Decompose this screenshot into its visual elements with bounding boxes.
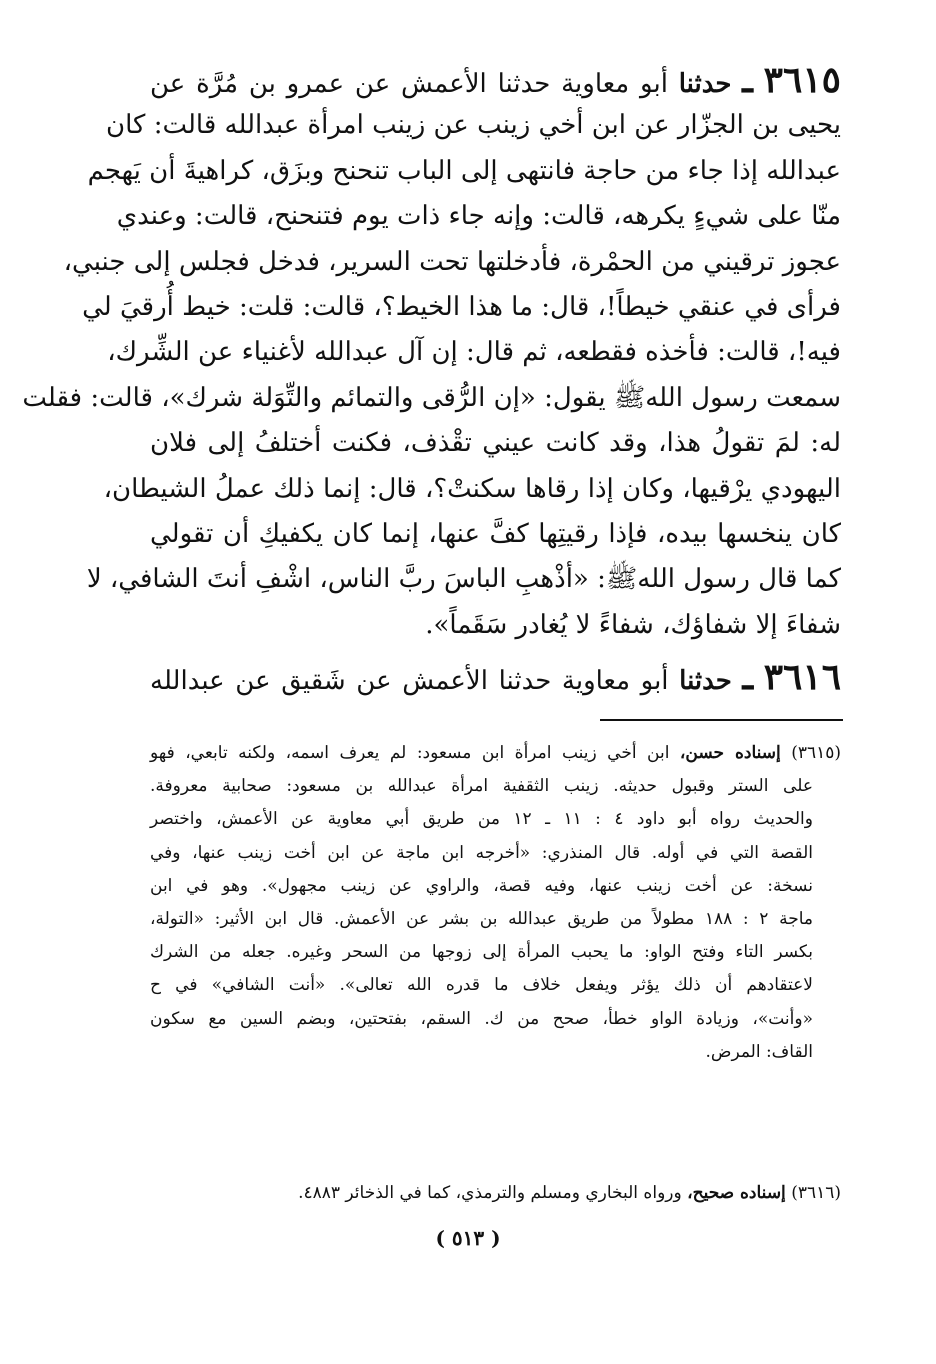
hadith-line: يحيى بن الجزّار عن ابن أخي زينب عن زينب امرأة عبدالله قالت: كان (106, 110, 841, 141)
footnote-ref: (٣٦١٥) (791, 743, 842, 763)
footnote-keyword: إسناده حسن، (679, 743, 781, 763)
hadith-line: كما قال رسول اللهﷺ: «أذْهبِ الباسَ ربَّ الناس، اشْفِ أنتَ الشافي، لا (86, 564, 841, 595)
footnote-line: نسخة: عن أخت زينب عنها، وفيه قصة، والراوي عن زينب مجهول». وهو في ابن (150, 875, 813, 896)
footnote-line: والحديث رواه أبو داود ٤ : ١١ ـ ١٢ من طريق أبي معاوية عن الأعمش، واختصر (150, 809, 813, 830)
footnote-keyword: إسناده صحيح، (687, 1183, 786, 1203)
footnote-3615 (150, 737, 841, 1069)
hadith-3616 (150, 655, 841, 704)
footnote-line: «وأنت»، وزيادة الواو خطأ، صحح من ك. السقم، بفتحتين، وبضم السين مع سكون (150, 1008, 813, 1029)
hadith-line: عبدالله إذا جاء من حاجة فانتهى إلى الباب تنحنح وبزَق، كراهيةَ أن يَهجم (87, 155, 841, 186)
footnote-line: (٣٦١٦) إسناده صحيح، ورواه البخاري ومسلم والترمذي، كما في الذخائر ٤٨٨٣. (298, 1183, 841, 1203)
hadith-line: ٣٦١٥ ـ حدثنا أبو معاوية حدثنا الأعمش عن عمرو بن مُرَّة عن (150, 59, 841, 101)
hadith-number: ٣٦١٥ (763, 59, 841, 101)
hadith-line: فرأى في عنقي خيطاً!، قال: ما هذا الخيط؟، قالت: قلت: خيط أُرقيَ لي (82, 291, 841, 322)
hadith-line: عجوز ترقيني من الحمْرة، فأدخلتها تحت السرير، فدخل فجلس إلى جنبي، (63, 246, 841, 277)
hadith-line: شفاءَ إلا شفاؤك، شفاءً لا يُغادر سَقَماً». (425, 609, 841, 640)
hadith-number: ٣٦١٦ (763, 656, 842, 698)
footnote-line: (٣٦١٥) إسناده حسن، ابن أخي زينب امرأة ابن مسعود: لم يعرف اسمه، ولكنه تابعي، فهو (150, 743, 842, 763)
hadith-line: منّا على شيءٍ يكرهه، قالت: وإنه جاء ذات يوم فتنحنح، قالت: وعندي (116, 201, 841, 232)
hadith-line: ٣٦١٦ ـ حدثنا أبو معاوية حدثنا الأعمش عن شَقيق عن عبدالله (150, 656, 842, 698)
hadith-keyword: حدثنا (678, 69, 732, 99)
hadith-line: فيه!، قالت: فأخذه فقطعه، ثم قال: إن آل عبدالله لأغنياء عن الشِّرك، (107, 337, 841, 368)
footnote-separator (600, 719, 843, 721)
footnote-line: لاعتقادهم أن ذلك يؤثر ويفعل خلاف ما قدره الله تعالى». «أنت الشافي» في ح (150, 975, 813, 996)
hadith-line: سمعت رسول اللهﷺ يقول: «إن الرُّقى والتمائم والتِّوَلة شرك»، قالت: فقلت (22, 382, 841, 413)
footnote-line: بكسر التاء وفتح الواو: ما يحبب المرأة إلى زوجها من السحر وغيره. جعله من الشرك (150, 942, 813, 963)
footnote-line: القصة التي في أوله. قال المنذري: «أخرجه ابن ماجة عن ابن أخت زينب عنها، وفي (150, 842, 813, 863)
hadith-line: اليهودي يرْقيها، وكان إذا رقاها سكنتْ؟، قال: إنما ذلك عملُ الشيطان، (103, 473, 841, 504)
footnote-line: ماجة ٢ : ١٨٨ مطولاً من طريق عبدالله بن بشر عن الأعمش. قال ابن الأثير: «التولة، (150, 908, 813, 929)
footnote-3616 (150, 1177, 841, 1210)
hadith-3615 (22, 58, 841, 648)
footnote-line: القاف: المرض. (705, 1041, 813, 1062)
hadith-keyword: حدثنا (679, 666, 732, 696)
footnote-line: على الستر وقبول حديثه. زينب الثقفية امرأة عبدالله بن مسعود: صحابية معروفة. (150, 776, 813, 797)
hadith-line: له: لمَ تقولُ هذا، وقد كانت عيني تقْذف، فكنت أختلفُ إلى فلان (150, 428, 841, 459)
footnote-ref: (٣٦١٦) (791, 1183, 841, 1203)
page-number: ( ٥١٣ ) (435, 1226, 501, 1250)
hadith-line: كان ينخسها بيده، فإذا رقيتِها كفَّ عنها، إنما كان يكفيكِ أن تقولي (150, 518, 841, 549)
